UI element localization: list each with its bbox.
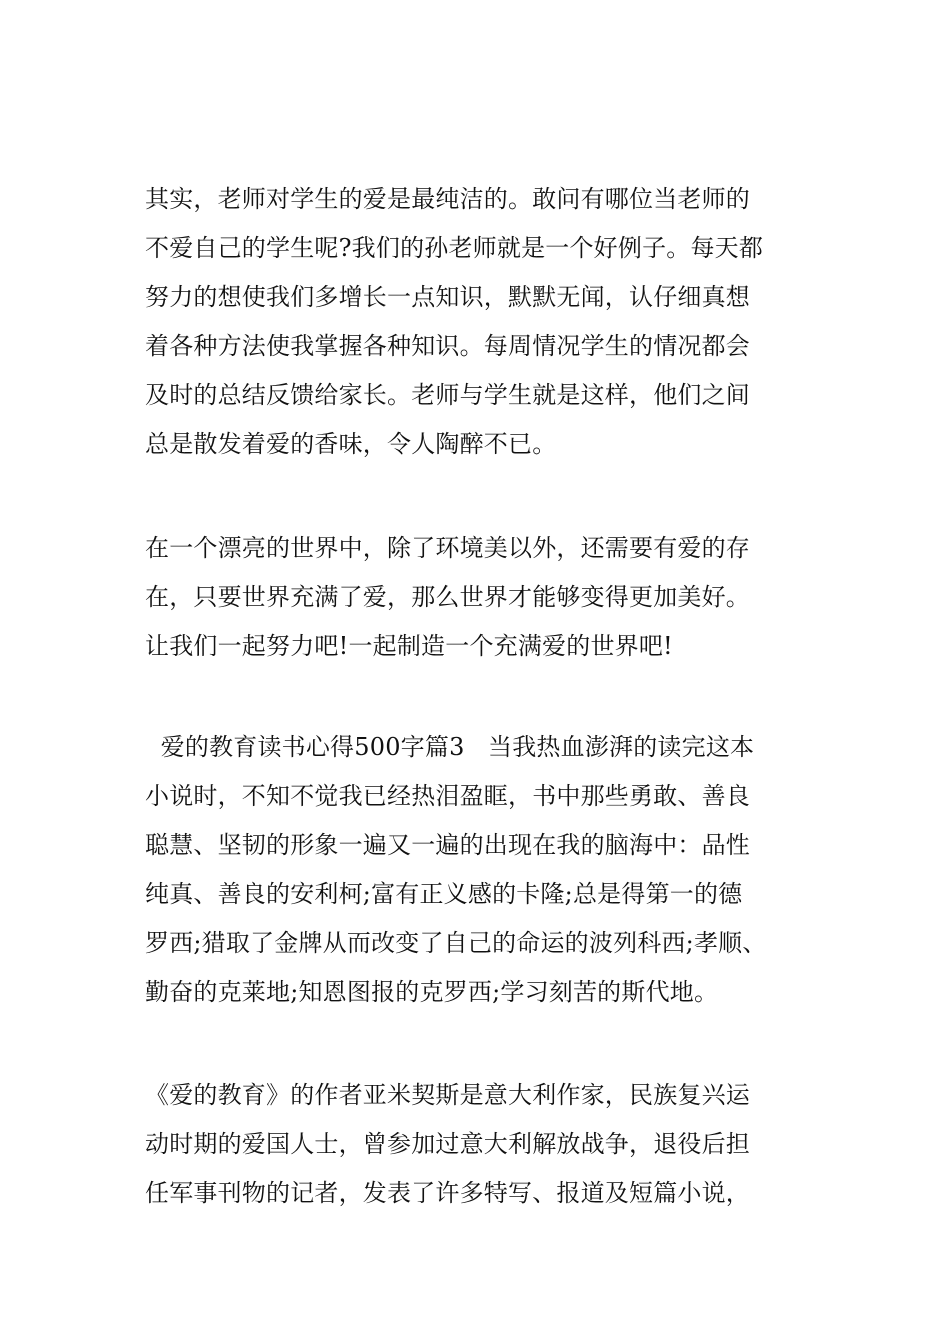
text-line: 罗西;猎取了金牌从而改变了自己的命运的波列科西;孝顺、 bbox=[145, 929, 767, 957]
text-line: 爱的教育读书心得500字篇3 当我热血澎湃的读完这本 bbox=[145, 733, 755, 761]
paragraph-author-intro bbox=[145, 1071, 835, 1218]
text-line: 聪慧、坚韧的形象一遍又一遍的出现在我的脑海中：品性 bbox=[145, 831, 750, 859]
text-line: 总是散发着爱的香味，令人陶醉不已。 bbox=[145, 430, 557, 458]
text-line: 在，只要世界充满了爱，那么世界才能够变得更加美好。 bbox=[145, 583, 750, 611]
paragraph-essay-3 bbox=[145, 723, 835, 1017]
text-line: 勤奋的克莱地;知恩图报的克罗西;学习刻苦的斯代地。 bbox=[145, 978, 719, 1006]
text-line: 不爱自己的学生呢?我们的孙老师就是一个好例子。每天都 bbox=[145, 234, 764, 262]
text-line: 其实，老师对学生的爱是最纯洁的。敢问有哪位当老师的 bbox=[145, 185, 750, 213]
text-line: 任军事刊物的记者，发表了许多特写、报道及短篇小说， bbox=[145, 1179, 750, 1207]
text-line: 努力的想使我们多增长一点知识，默默无闻，认仔细真想 bbox=[145, 283, 750, 311]
paragraph-teacher-love bbox=[145, 175, 835, 469]
text-line: 小说时，不知不觉我已经热泪盈眶，书中那些勇敢、善良 bbox=[145, 782, 750, 810]
text-line: 及时的总结反馈给家长。老师与学生就是这样，他们之间 bbox=[145, 381, 750, 409]
text-line: 让我们一起努力吧!一起制造一个充满爱的世界吧! bbox=[145, 632, 673, 660]
text-line: 动时期的爱国人士，曾参加过意大利解放战争，退役后担 bbox=[145, 1130, 750, 1158]
text-line: 纯真、善良的安利柯;富有正义感的卡隆;总是得第一的德 bbox=[145, 880, 743, 908]
paragraph-world-of-love bbox=[145, 524, 835, 671]
text-line: 《爱的教育》的作者亚米契斯是意大利作家，民族复兴运 bbox=[145, 1081, 750, 1109]
text-line: 着各种方法使我掌握各种知识。每周情况学生的情况都会 bbox=[145, 332, 750, 360]
text-line: 在一个漂亮的世界中，除了环境美以外，还需要有爱的存 bbox=[145, 534, 750, 562]
